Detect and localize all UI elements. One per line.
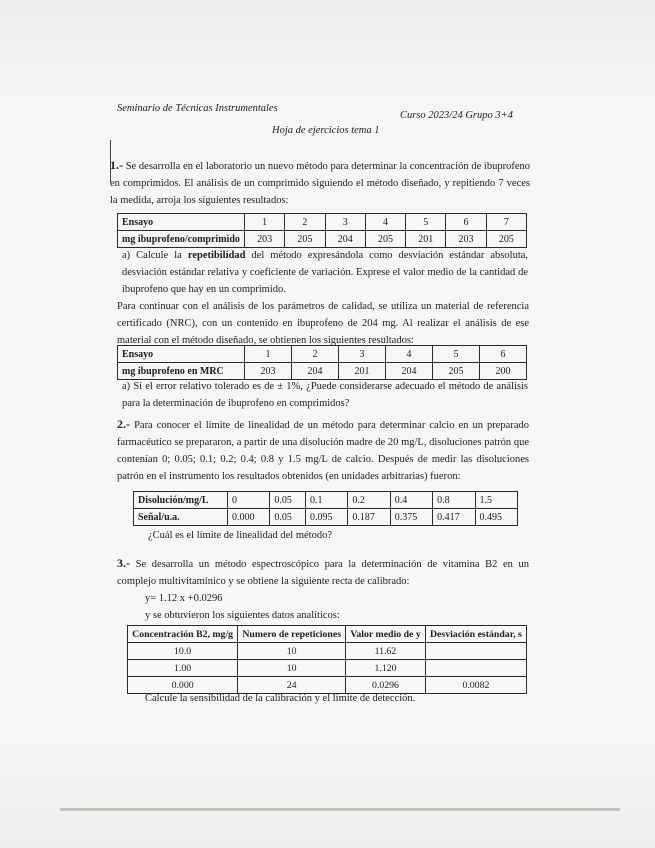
table-cell: 205: [285, 231, 325, 248]
exercise-1-continuation: Para continuar con el análisis de los parámetros de calidad, se utiliza un material de referencia certificado (NRC), con un contenido en ibuprofeno de 204 mg. Al realizar el análisis de ese material con el método diseñado, se obtienen los siguientes resultados:: [117, 301, 529, 346]
table-cell: 1.120: [346, 660, 426, 677]
table-cell: 0.187: [348, 509, 390, 526]
calibration-equation: y= 1.12 x +0.0296: [145, 593, 223, 604]
table-cell: 0.495: [475, 509, 517, 526]
table-cell: 0.1: [306, 492, 348, 509]
table-row: [134, 509, 518, 526]
table-cell: 0.05: [270, 509, 306, 526]
exercise-1-text: Se desarrolla en el laboratorio un nuevo método para determinar la concentración de ibuprofeno en comprimidos. El análisis de un comprimido siguiendo el método diseñado, y repitiendo 7 veces la medida, arroja los siguientes resultados:: [110, 161, 531, 206]
table-cell: 205: [365, 231, 405, 248]
table-cell: 10.0: [128, 643, 238, 660]
table-cell: 1: [245, 214, 285, 231]
table-header-cell: Ensayo: [118, 214, 245, 231]
table-cell: 10: [238, 643, 346, 660]
table-cell: 4: [386, 346, 433, 363]
table-row: [128, 643, 527, 660]
table-cell: 10: [238, 660, 346, 677]
exercise-3-text: Se desarrolla un método espectroscópico para la determinación de vitamina B2 en un complejo multivitamínico y se obtiene la siguiente recta de calibrado:: [117, 559, 529, 587]
table-cell: 2: [285, 214, 325, 231]
table-cell: [425, 660, 526, 677]
table-cell: 0.8: [433, 492, 475, 509]
table-cell: 2: [292, 346, 339, 363]
table-header-cell: Desviación estándar, s: [425, 626, 526, 643]
table-cell: 0.2: [348, 492, 390, 509]
table-row: [134, 492, 518, 509]
exercise-1-question-a: [122, 247, 528, 298]
table-cell: 200: [480, 363, 527, 380]
table-cell: 205: [433, 363, 480, 380]
table-row: [128, 660, 527, 677]
table-cell: 203: [245, 363, 292, 380]
sheet-title: Hoja de ejercicios tema 1: [272, 125, 380, 136]
table-cell: 0.000: [128, 677, 238, 694]
table-cell: 0.0082: [425, 677, 526, 694]
table-header-cell: Señal/u.a.: [134, 509, 228, 526]
calibration-table: [127, 625, 527, 694]
ibuprofen-table: [117, 213, 527, 248]
course-year-group: Curso 2023/24 Grupo 3+4: [400, 110, 513, 121]
table-header-cell: Numero de repeticiones: [238, 626, 346, 643]
table-cell: 205: [486, 231, 526, 248]
table-cell: 204: [292, 363, 339, 380]
table-cell: 0.05: [270, 492, 306, 509]
exercise-2-intro: [117, 416, 529, 485]
table-cell: 5: [406, 214, 446, 231]
table-cell: 203: [446, 231, 486, 248]
exercise-1-number: 1.-: [110, 158, 123, 172]
table-cell: 3: [339, 346, 386, 363]
table-header-cell: Ensayo: [118, 346, 245, 363]
table-cell: 201: [339, 363, 386, 380]
question-keyword: repetibilidad: [187, 250, 246, 261]
table-cell: 0.095: [306, 509, 348, 526]
exercise-1-question-b: a) Si el error relativo tolerado es de ± 1%, ¿Puede considerarse adecuado el método de análisis para la determinación de ibuprofeno en comprimidos?: [122, 381, 528, 409]
table-row: [118, 231, 527, 248]
table-cell: 0.0296: [346, 677, 426, 694]
exercise-1-intro: [110, 157, 530, 209]
linearity-table: [133, 491, 518, 526]
table-cell: 0.417: [433, 509, 475, 526]
table-cell: 201: [406, 231, 446, 248]
table-cell: 1.00: [128, 660, 238, 677]
table-cell: 6: [480, 346, 527, 363]
table-cell: 5: [433, 346, 480, 363]
table-cell: 7: [486, 214, 526, 231]
table-cell: [425, 643, 526, 660]
table-cell: 4: [365, 214, 405, 231]
table-header-cell: mg ibuprofeno en MRC: [118, 363, 245, 380]
table-cell: 203: [245, 231, 285, 248]
table-header-row: [128, 626, 527, 643]
exercise-3-question: Calcule la sensibilidad de la calibración y el límite de detección.: [145, 693, 416, 704]
table-cell: 1.5: [475, 492, 517, 509]
exercise-3-number: 3.-: [117, 556, 130, 570]
table-header-cell: Disolución/mg/L: [134, 492, 228, 509]
table-cell: 204: [325, 231, 365, 248]
question-text: del método expresándola como desviación estándar absoluta, desviación estándar relativa y coeficiente de variación. Exprese el valor medio de la cantidad de ibuprofeno que hay en un comprimido.: [122, 250, 529, 295]
table-cell: 0: [228, 492, 270, 509]
data-intro: y se obtuvieron los siguientes datos analíticos:: [145, 610, 340, 621]
mrc-table: [117, 345, 527, 380]
exercise-2-text: Para conocer el límite de linealidad de un método para determinar calcio en un preparado farmacéutico se prepararon, a partir de una disolución madre de 20 mg/L, disoluciones patrón que contenían 0; 0.05; 0.1; 0.2; 0.4; 0.8 y 1.5 mg/L de calcio. Después de medir las disoluciones patrón en el instrumento los resultados obtenidos (en unidades arbitrarias) fueron:: [117, 420, 530, 482]
table-row: [118, 214, 527, 231]
table-row: [118, 363, 527, 380]
question-prefix: a) Calcule la: [122, 250, 182, 261]
course-name: Seminario de Técnicas Instrumentales: [117, 103, 278, 114]
exercise-3-intro: [117, 555, 529, 590]
table-cell: 204: [386, 363, 433, 380]
table-header-cell: Valor medio de y: [346, 626, 426, 643]
table-cell: 0.000: [228, 509, 270, 526]
table-cell: 0.4: [390, 492, 432, 509]
table-cell: 24: [238, 677, 346, 694]
table-row: [118, 346, 527, 363]
table-cell: 11.62: [346, 643, 426, 660]
table-cell: 6: [446, 214, 486, 231]
exercise-2-question: ¿Cuál es el límite de linealidad del método?: [148, 530, 332, 541]
table-header-cell: Concentración B2, mg/g: [128, 626, 238, 643]
exercise-2-number: 2.-: [117, 417, 130, 431]
table-header-cell: mg ibuprofeno/comprimido: [118, 231, 245, 248]
table-cell: 0.375: [390, 509, 432, 526]
table-cell: 3: [325, 214, 365, 231]
table-cell: 1: [245, 346, 292, 363]
scan-edge-line: [60, 808, 620, 811]
